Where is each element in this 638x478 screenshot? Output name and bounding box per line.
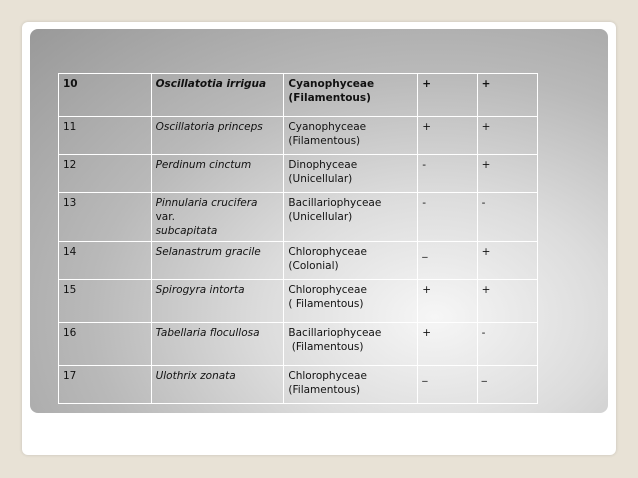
algae-class [284, 323, 418, 366]
species-name-line2: subcapitata [155, 225, 218, 237]
algae-table [58, 73, 538, 404]
row-number: 13 [59, 193, 152, 242]
content-panel [30, 29, 608, 413]
presence-col4: + [418, 323, 477, 366]
algae-class [284, 74, 418, 117]
presence-col5: - [477, 323, 537, 366]
class-name: Chlorophyceae [288, 284, 367, 296]
species-name: Oscillatotia irrigua [151, 74, 284, 117]
row-number: 11 [59, 117, 152, 155]
table-row [59, 117, 538, 155]
presence-col4: - [418, 155, 477, 193]
species-name-text: Pinnularia crucifera [155, 197, 258, 209]
presence-col4: + [418, 280, 477, 323]
presence-col4: - [418, 193, 477, 242]
species-name [151, 193, 284, 242]
class-name: Cyanophyceae [288, 121, 367, 133]
algae-class [284, 193, 418, 242]
species-name: Tabellaria flocullosa [151, 323, 284, 366]
algae-class [284, 117, 418, 155]
row-number: 16 [59, 323, 152, 366]
presence-col4: + [418, 117, 477, 155]
algae-class [284, 242, 418, 280]
algae-class [284, 366, 418, 404]
class-name: Cyanophyceae [288, 78, 375, 90]
presence-col5: + [477, 280, 537, 323]
presence-col5: _ [477, 366, 537, 404]
class-form: (Unicellular) [288, 173, 353, 185]
species-name: Spirogyra intorta [151, 280, 284, 323]
table-row [59, 193, 538, 242]
class-name: Chlorophyceae [288, 370, 367, 382]
species-name: Perdinum cinctum [151, 155, 284, 193]
class-form: (Filamentous) [288, 92, 371, 104]
presence-col4: _ [418, 242, 477, 280]
row-number: 12 [59, 155, 152, 193]
row-number: 14 [59, 242, 152, 280]
table-row [59, 242, 538, 280]
slide-frame [22, 22, 616, 455]
presence-col4: _ [418, 366, 477, 404]
algae-class [284, 280, 418, 323]
presence-col5: - [477, 193, 537, 242]
presence-col5: + [477, 242, 537, 280]
species-name-line1 [156, 196, 280, 224]
species-name-suffix: var. [155, 211, 175, 223]
table-row [59, 74, 538, 117]
class-name: Bacillariophyceae [288, 197, 382, 209]
class-form: (Filamentous) [288, 384, 361, 396]
class-form: (Filamentous) [288, 135, 361, 147]
row-number: 15 [59, 280, 152, 323]
class-form: (Colonial) [288, 260, 339, 272]
presence-col5: + [477, 155, 537, 193]
presence-col5: + [477, 117, 537, 155]
class-name: Bacillariophyceae [288, 327, 382, 339]
class-form: (Unicellular) [288, 211, 353, 223]
table-row [59, 323, 538, 366]
class-name: Chlorophyceae [288, 246, 367, 258]
presence-col5: + [477, 74, 537, 117]
table-row [59, 366, 538, 404]
table-row [59, 155, 538, 193]
species-name: Selanastrum gracile [151, 242, 284, 280]
table-row [59, 280, 538, 323]
species-name: Oscillatoria princeps [151, 117, 284, 155]
presence-col4: + [418, 74, 477, 117]
row-number: 10 [59, 74, 152, 117]
class-name: Dinophyceae [288, 159, 358, 171]
algae-class [284, 155, 418, 193]
class-form: (Filamentous) [288, 341, 364, 353]
species-name: Ulothrix zonata [151, 366, 284, 404]
class-form: ( Filamentous) [288, 298, 364, 310]
row-number: 17 [59, 366, 152, 404]
